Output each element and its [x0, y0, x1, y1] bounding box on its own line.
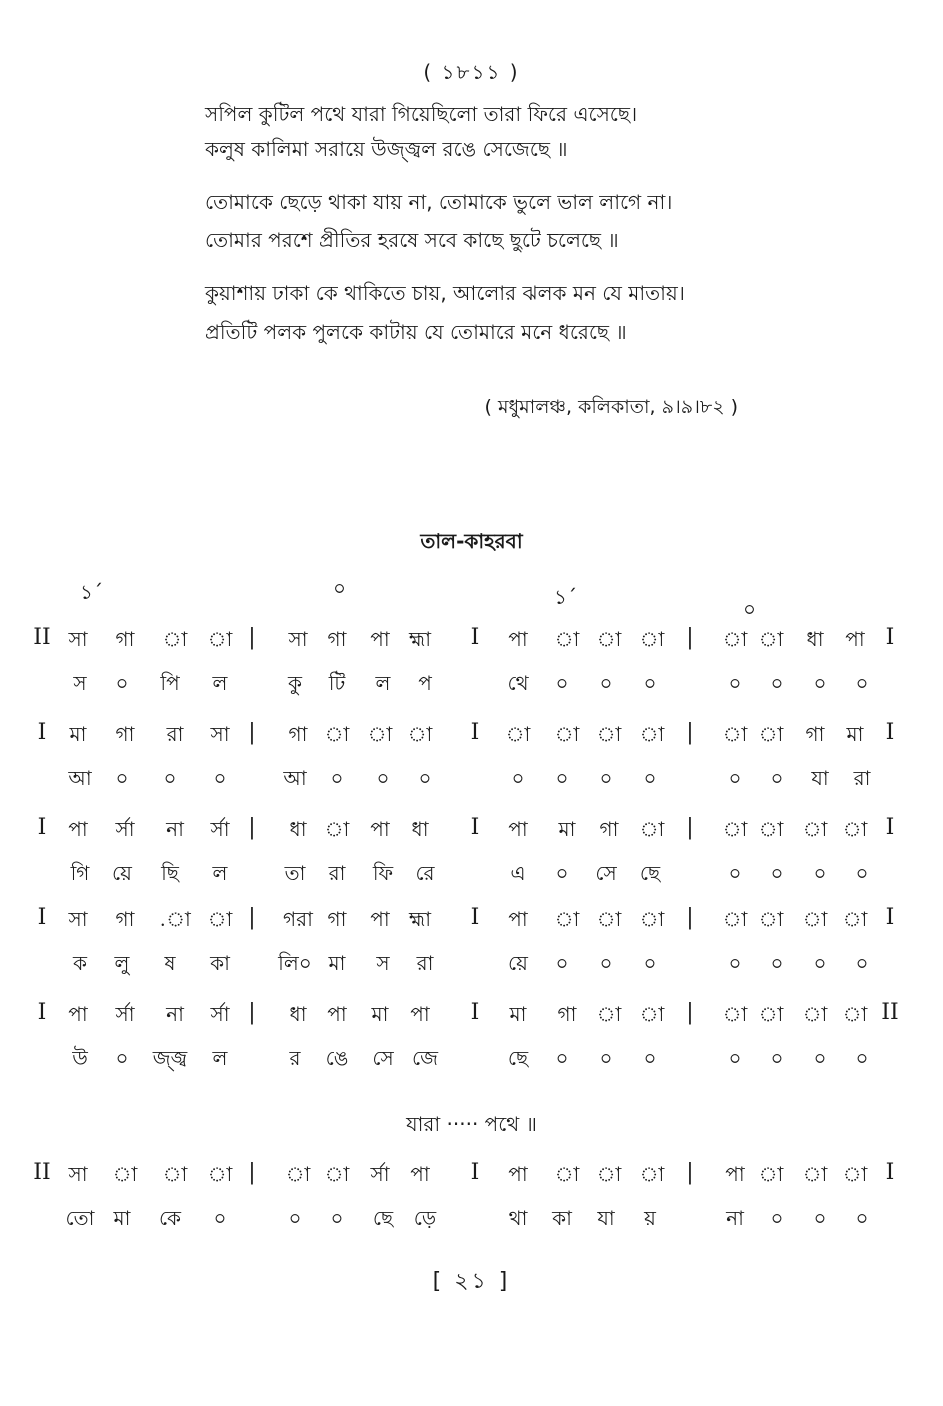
swara-note: না [166, 817, 184, 841]
refrain-line: যারা ····· পথে ॥ [406, 1112, 537, 1136]
swara-note: া [554, 722, 580, 746]
bar-line: | [248, 1000, 256, 1025]
swara-note: া [207, 627, 233, 651]
swara-note: া [842, 1002, 868, 1026]
swara-note: া [639, 722, 665, 746]
bar-line: | [248, 625, 256, 650]
lyric-syllable: সে [372, 1046, 394, 1070]
lyric-syllable: ০ [728, 1046, 742, 1070]
swara-note: র্সা [210, 1002, 230, 1026]
swara-note: মা [69, 722, 87, 746]
swara-note: গা [288, 722, 308, 746]
swara-note: া [722, 722, 748, 746]
lyric-syllable: ০ [643, 1046, 657, 1070]
tala-marker: ১´ [80, 580, 103, 604]
swara-note: পা [370, 907, 390, 931]
bar-line: | [686, 1000, 694, 1025]
swara-note: ধা [806, 627, 824, 651]
swara-note: া [112, 1162, 138, 1186]
lyric-syllable: স [376, 951, 390, 975]
lyric-syllable: সে [595, 861, 617, 885]
lyric-syllable: থে [507, 671, 529, 695]
lyric-syllable: ০ [813, 1206, 827, 1230]
lyric-syllable: ষ [164, 951, 176, 975]
swara-note: া [758, 817, 784, 841]
swara-note: মা [846, 722, 864, 746]
swara-note: গা [557, 1002, 577, 1026]
bar-line: | [686, 1160, 694, 1185]
lyric-syllable: ০ [855, 1206, 869, 1230]
page-number: [ ২১ ] [432, 1269, 511, 1294]
swara-note: পা [68, 1002, 88, 1026]
bar-line: | [248, 1160, 256, 1185]
lyric-syllable: ছে [507, 1046, 529, 1070]
lyric-syllable: ০ [813, 861, 827, 885]
bar-line: I [885, 815, 895, 840]
swara-note: পা [725, 1162, 745, 1186]
swara-note: পা [327, 1002, 347, 1026]
swara-note: ধা [289, 817, 307, 841]
swara-note: া [505, 722, 531, 746]
lyric-syllable: ০ [813, 1046, 827, 1070]
bar-line: II [33, 625, 51, 650]
lyric-syllable: ০ [770, 766, 784, 790]
lyric-syllable: রা [328, 861, 346, 885]
lyric-syllable: প [418, 671, 432, 695]
lyric-syllable: ০ [555, 1046, 569, 1070]
notation-row [0, 625, 943, 705]
bar-line: I [37, 815, 47, 840]
lyric-syllable: য়ে [112, 861, 132, 885]
lyric-syllable: কে [158, 1206, 182, 1230]
lyric-syllable: ফি [372, 861, 394, 885]
lyric-syllable: আ [68, 766, 92, 790]
lyric-syllable: ০ [643, 671, 657, 695]
swara-note: র্সা [370, 1162, 390, 1186]
lyric-syllable: ০ [770, 671, 784, 695]
lyric-syllable: ০ [643, 766, 657, 790]
swara-note: া [758, 1002, 784, 1026]
swara-note: সা [288, 627, 308, 651]
lyric-syllable: ০ [855, 671, 869, 695]
lyric-syllable: জ্জ্ব [152, 1046, 188, 1070]
lyric-syllable: জে [411, 1046, 439, 1070]
lyric-syllable: য় [644, 1206, 656, 1230]
lyric-syllable: তো [65, 1206, 95, 1230]
swara-note: গা [115, 627, 135, 651]
lyric-syllable: ০ [555, 766, 569, 790]
swara-note: া [367, 722, 393, 746]
lyric-syllable: ০ [599, 951, 613, 975]
bar-line: | [686, 815, 694, 840]
lyric-syllable: ০ [418, 766, 432, 790]
lyric-syllable: রে [415, 861, 435, 885]
swara-note: া [842, 1162, 868, 1186]
bar-line: I [885, 1160, 895, 1185]
lyric-syllable: না [726, 1206, 744, 1230]
lyric-syllable: যা [811, 766, 829, 790]
lyric-syllable: ০ [115, 766, 129, 790]
notation-row [0, 905, 943, 985]
swara-note: া [285, 1162, 311, 1186]
bar-line: | [686, 625, 694, 650]
swara-note: া [722, 1002, 748, 1026]
lyric-syllable: ০ [855, 1046, 869, 1070]
bar-line: | [686, 905, 694, 930]
lyric-syllable: ছে [372, 1206, 394, 1230]
swara-note: মা [509, 1002, 527, 1026]
lyric-syllable: আ [283, 766, 307, 790]
notation-row [0, 815, 943, 895]
swara-note: া [324, 1162, 350, 1186]
swara-note: া [207, 1162, 233, 1186]
lyric-syllable: ০ [643, 951, 657, 975]
tala-marker: ০ [743, 597, 757, 621]
page-header: ( ১৮১১ ) [423, 60, 520, 84]
lyric-syllable: ঙে [325, 1046, 349, 1070]
lyric-syllable: কা [210, 951, 230, 975]
swara-note: া [407, 722, 433, 746]
swara-note: া [842, 907, 868, 931]
lyric-syllable: ০ [813, 671, 827, 695]
swara-note: া [722, 907, 748, 931]
swara-note: া [842, 817, 868, 841]
swara-note: া [758, 907, 784, 931]
swara-note: পা [370, 817, 390, 841]
swara-note: ধা [289, 1002, 307, 1026]
bar-line: | [248, 905, 256, 930]
swara-note: া [162, 627, 188, 651]
swara-note: ধা [411, 817, 429, 841]
notation-row [0, 1160, 943, 1240]
lyric-syllable: ০ [728, 861, 742, 885]
tala-marker: ০ [333, 576, 347, 600]
swara-note: গা [327, 627, 347, 651]
lyric-syllable: মা [328, 951, 346, 975]
swara-note: পা [845, 627, 865, 651]
lyric-syllable: পি [160, 671, 180, 695]
bar-line: II [33, 1160, 51, 1185]
lyric-syllable: ০ [770, 1206, 784, 1230]
lyric-syllable: র [289, 1046, 301, 1070]
swara-note: গা [599, 817, 619, 841]
swara-note: া [758, 627, 784, 651]
swara-note: া [162, 1162, 188, 1186]
bar-line: I [470, 625, 480, 650]
lyric-syllable: মা [113, 1206, 131, 1230]
swara-note: া [207, 907, 233, 931]
notation-row [0, 1000, 943, 1080]
lyric-syllable: ০ [728, 671, 742, 695]
swara-note: া [802, 1002, 828, 1026]
lyric-syllable: কা [552, 1206, 572, 1230]
swara-note: গরা [283, 907, 313, 931]
swara-note: া [802, 817, 828, 841]
poem-line: তোমার পরশে প্রীতির হরষে সবে কাছে ছুটে চলেছে ॥ [205, 228, 619, 252]
bar-line: I [37, 1000, 47, 1025]
lyric-syllable: ০ [555, 861, 569, 885]
lyric-syllable: ০ [555, 671, 569, 695]
bar-line: II [881, 1000, 899, 1025]
swara-note: পা [508, 627, 528, 651]
bar-line: I [470, 720, 480, 745]
lyric-syllable: য়ে [508, 951, 528, 975]
bar-line: I [470, 905, 480, 930]
bar-line: | [686, 720, 694, 745]
lyric-syllable: ০ [728, 951, 742, 975]
lyric-syllable: যা [597, 1206, 615, 1230]
lyric-syllable: ০ [855, 951, 869, 975]
lyric-syllable: ০ [813, 951, 827, 975]
swara-note: সা [68, 627, 88, 651]
lyric-syllable: ল [212, 671, 228, 695]
swara-note: া [758, 1162, 784, 1186]
swara-note: হ্মা [408, 627, 432, 651]
lyric-syllable: ০ [599, 671, 613, 695]
bar-line: I [470, 1160, 480, 1185]
lyric-syllable: গি [70, 861, 90, 885]
lyric-syllable: টি [328, 671, 346, 695]
swara-note: া [554, 907, 580, 931]
swara-note: না [166, 1002, 184, 1026]
poem-line: প্রতিটি পলক পুলকে কাটায় যে তোমারে মনে ধরেছে ॥ [205, 320, 627, 344]
swara-note: া [324, 722, 350, 746]
lyric-syllable: লু [114, 951, 130, 975]
lyric-syllable: ০ [213, 766, 227, 790]
lyric-syllable: এ [510, 861, 526, 885]
swara-note: া [639, 817, 665, 841]
bar-line: I [470, 815, 480, 840]
swara-note: া [802, 907, 828, 931]
swara-note: া [639, 1162, 665, 1186]
swara-note: গা [327, 907, 347, 931]
swara-note: া [639, 1002, 665, 1026]
swara-note: সা [68, 1162, 88, 1186]
tala-marker: ১´ [554, 585, 577, 609]
swara-note: র্সা [115, 1002, 135, 1026]
lyric-syllable: রা [416, 951, 434, 975]
swara-note: মা [558, 817, 576, 841]
lyric-syllable: লি০ [278, 951, 312, 975]
swara-note: া [596, 722, 622, 746]
lyric-syllable: ০ [770, 951, 784, 975]
lyric-syllable: ০ [376, 766, 390, 790]
poem-credit: ( মধুমালঞ্চ, কলিকাতা, ৯।৯।৮২ ) [484, 396, 738, 418]
lyric-syllable: ০ [599, 1046, 613, 1070]
swara-note: া [639, 627, 665, 651]
lyric-syllable: ০ [213, 1206, 227, 1230]
bar-line: I [885, 905, 895, 930]
swara-note: া [722, 627, 748, 651]
swara-note: পা [508, 817, 528, 841]
lyric-syllable: ০ [855, 861, 869, 885]
swara-note: া [596, 627, 622, 651]
swara-note: পা [508, 907, 528, 931]
poem-line: তোমাকে ছেড়ে থাকা যায় না, তোমাকে ভুলে ভাল লাগে না। [205, 190, 673, 214]
swara-note: া [554, 1162, 580, 1186]
lyric-syllable: ০ [770, 1046, 784, 1070]
lyric-syllable: ছে [639, 861, 661, 885]
lyric-syllable: ০ [728, 766, 742, 790]
tala-title: তাল-কাহরবা [420, 529, 523, 553]
lyric-syllable: রা [853, 766, 871, 790]
lyric-syllable: ল [375, 671, 391, 695]
lyric-syllable: ০ [599, 766, 613, 790]
bar-line: | [248, 720, 256, 745]
lyric-syllable: স [73, 671, 87, 695]
swara-note: া [324, 817, 350, 841]
lyric-syllable: ০ [163, 766, 177, 790]
swara-note: া [722, 817, 748, 841]
lyric-syllable: ল [212, 1046, 228, 1070]
swara-note: া [802, 1162, 828, 1186]
swara-note: পা [68, 817, 88, 841]
swara-note: গা [115, 907, 135, 931]
swara-note: পা [370, 627, 390, 651]
bar-line: I [885, 625, 895, 650]
lyric-syllable: ০ [770, 861, 784, 885]
swara-note: র্সা [210, 817, 230, 841]
poem-line: কলুষ কালিমা সরায়ে উজ্জ্বল রঙে সেজেছে ॥ [205, 137, 568, 161]
lyric-syllable: ছি [161, 861, 179, 885]
bar-line: I [37, 905, 47, 930]
swara-note: া [758, 722, 784, 746]
bar-line: I [885, 720, 895, 745]
lyric-syllable: ০ [288, 1206, 302, 1230]
lyric-syllable: কু [288, 671, 302, 695]
swara-note: .া [159, 907, 191, 931]
swara-note: সা [68, 907, 88, 931]
lyric-syllable: ০ [555, 951, 569, 975]
lyric-syllable: তা [284, 861, 306, 885]
swara-note: া [639, 907, 665, 931]
bar-line: I [37, 720, 47, 745]
lyric-syllable: থা [508, 1206, 528, 1230]
lyric-syllable: ০ [115, 1046, 129, 1070]
swara-note: হ্মা [408, 907, 432, 931]
swara-note: র্সা [115, 817, 135, 841]
swara-note: মা [371, 1002, 389, 1026]
swara-note: পা [410, 1002, 430, 1026]
lyric-syllable: ল [212, 861, 228, 885]
swara-note: া [596, 907, 622, 931]
lyric-syllable: ড়ে [413, 1206, 437, 1230]
notation-row [0, 720, 943, 800]
lyric-syllable: ০ [511, 766, 525, 790]
swara-note: গা [115, 722, 135, 746]
swara-note: া [596, 1162, 622, 1186]
swara-note: া [554, 627, 580, 651]
swara-note: গা [805, 722, 825, 746]
lyric-syllable: ০ [330, 766, 344, 790]
bar-line: | [248, 815, 256, 840]
bar-line: I [470, 1000, 480, 1025]
poem-line: সপিল কুটিল পথে যারা গিয়েছিলো তারা ফিরে এসেছে। [205, 102, 638, 126]
lyric-syllable: উ [72, 1046, 88, 1070]
swara-note: া [596, 1002, 622, 1026]
swara-note: পা [410, 1162, 430, 1186]
swara-note: পা [508, 1162, 528, 1186]
swara-note: সা [210, 722, 230, 746]
lyric-syllable: ০ [330, 1206, 344, 1230]
lyric-syllable: ০ [115, 671, 129, 695]
lyric-syllable: ক [73, 951, 87, 975]
swara-note: রা [166, 722, 184, 746]
poem-line: কুয়াশায় ঢাকা কে থাকিতে চায়, আলোর ঝলক মন যে মাতায়। [205, 281, 685, 305]
